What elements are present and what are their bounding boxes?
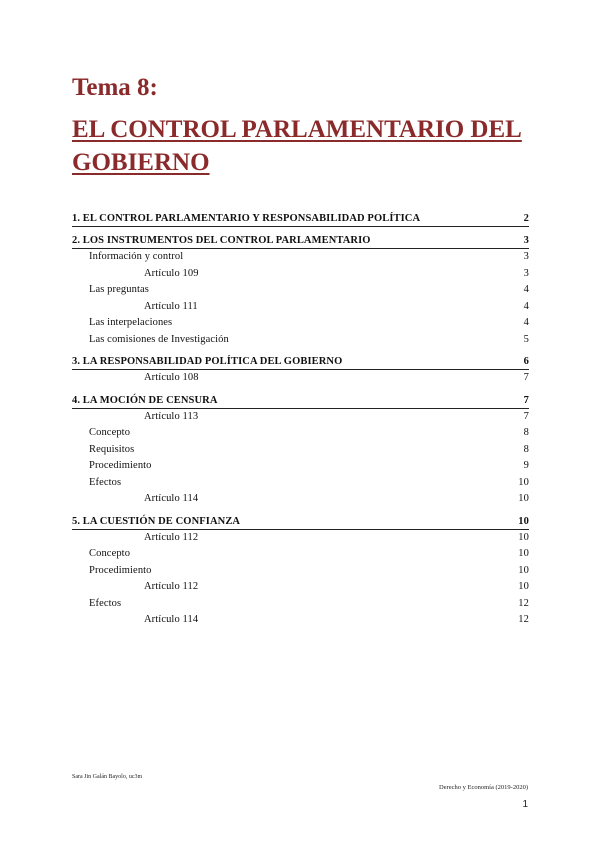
toc-entry-page: 8 [523, 427, 529, 438]
toc-entry-label: Artículo 111 [144, 300, 198, 312]
toc-entry-page: 7 [523, 394, 529, 406]
toc-entry-page: 8 [523, 443, 529, 455]
toc-entry-label: Las comisiones de Investigación [89, 333, 229, 345]
toc-entry[interactable] [72, 442, 529, 459]
toc-entry[interactable] [72, 409, 529, 426]
table-of-contents [72, 205, 529, 629]
toc-entry-label: 4. LA MOCIÓN DE CENSURA [72, 394, 218, 406]
toc-entry-label: Información y control [89, 251, 184, 262]
toc-entry-page: 3 [523, 267, 529, 279]
toc-entry[interactable] [72, 530, 529, 547]
toc-entry-label: Concepto [89, 427, 131, 438]
toc-entry[interactable] [72, 249, 529, 266]
toc-entry-label: Efectos [89, 476, 122, 488]
toc-entry-page: 7 [523, 410, 529, 422]
toc-entry-label: Efectos [89, 597, 122, 609]
toc-entry-page: 5 [523, 333, 529, 345]
toc-entry-page: 10 [518, 581, 529, 592]
toc-entry-label: Procedimiento [89, 460, 152, 471]
toc-entry[interactable] [72, 266, 529, 283]
toc-entry-page: 9 [523, 460, 529, 471]
toc-entry-page: 3 [523, 235, 529, 246]
toc-entry[interactable] [72, 425, 529, 442]
footer-author: Sara Jin Galán Bayolo, uc3m [72, 774, 143, 780]
toc-entry[interactable] [72, 508, 529, 530]
toc-entry-label: Requisitos [89, 443, 135, 455]
toc-entry-page: 12 [518, 597, 529, 609]
toc-entry[interactable] [72, 596, 529, 613]
toc-entry-page: 3 [523, 251, 529, 262]
toc-entry[interactable] [72, 370, 529, 387]
toc-entry[interactable] [72, 387, 529, 409]
toc-entry-label: Artículo 112 [144, 581, 199, 592]
document-title: EL CONTROL PARLAMENTARIO DEL GOBIERNO [72, 116, 522, 176]
toc-entry-label: 2. LOS INSTRUMENTOS DEL CONTROL PARLAMENTARIO [72, 235, 371, 246]
toc-entry-page: 7 [523, 372, 529, 383]
toc-entry-page: 6 [523, 356, 529, 367]
toc-entry[interactable] [72, 546, 529, 563]
toc-entry[interactable] [72, 332, 529, 349]
toc-entry-label: Artículo 108 [144, 372, 199, 383]
toc-entry-page: 10 [518, 531, 529, 543]
toc-entry[interactable] [72, 348, 529, 370]
toc-entry-label: Artículo 109 [144, 267, 199, 279]
toc-entry-label: Las interpelaciones [89, 317, 173, 328]
toc-entry[interactable] [72, 299, 529, 316]
toc-entry-label: Procedimiento [89, 564, 152, 576]
toc-entry-label: 3. LA RESPONSABILIDAD POLÍTICA DEL GOBIERNO [72, 356, 343, 367]
toc-entry[interactable] [72, 579, 529, 596]
toc-entry-label: 5. LA CUESTIÓN DE CONFIANZA [72, 515, 241, 527]
footer-course: Derecho y Economía (2019-2020) [439, 784, 528, 791]
toc-entry-label: 1. EL CONTROL PARLAMENTARIO Y RESPONSABILIDAD POLÍTICA [72, 213, 421, 224]
toc-entry[interactable] [72, 491, 529, 508]
toc-entry-page: 10 [518, 476, 529, 488]
toc-entry-page: 12 [518, 614, 529, 625]
toc-entry[interactable] [72, 315, 529, 332]
page-number: 1 [522, 799, 528, 810]
toc-entry-page: 10 [518, 564, 529, 576]
toc-entry-label: Concepto [89, 548, 131, 559]
toc-entry-page: 4 [523, 300, 529, 312]
toc-entry-page: 10 [518, 548, 529, 559]
toc-entry[interactable] [72, 458, 529, 475]
tema-heading: Tema 8: [72, 74, 158, 101]
toc-entry[interactable] [72, 205, 529, 227]
toc-entry-label: Artículo 113 [144, 410, 199, 422]
toc-entry-page: 4 [523, 284, 529, 295]
toc-entry-page: 10 [518, 493, 529, 504]
toc-entry-label: Artículo 112 [144, 531, 199, 543]
toc-entry-label: Artículo 114 [144, 493, 199, 504]
toc-entry[interactable] [72, 563, 529, 580]
toc-entry[interactable] [72, 282, 529, 299]
toc-entry-label: Artículo 114 [144, 614, 199, 625]
toc-entry-page: 4 [523, 317, 529, 328]
toc-entry-page: 10 [518, 515, 529, 527]
toc-entry[interactable] [72, 475, 529, 492]
toc-entry[interactable] [72, 612, 529, 629]
toc-entry-page: 2 [523, 213, 529, 224]
toc-entry-label: Las preguntas [89, 284, 149, 295]
toc-entry[interactable] [72, 227, 529, 249]
